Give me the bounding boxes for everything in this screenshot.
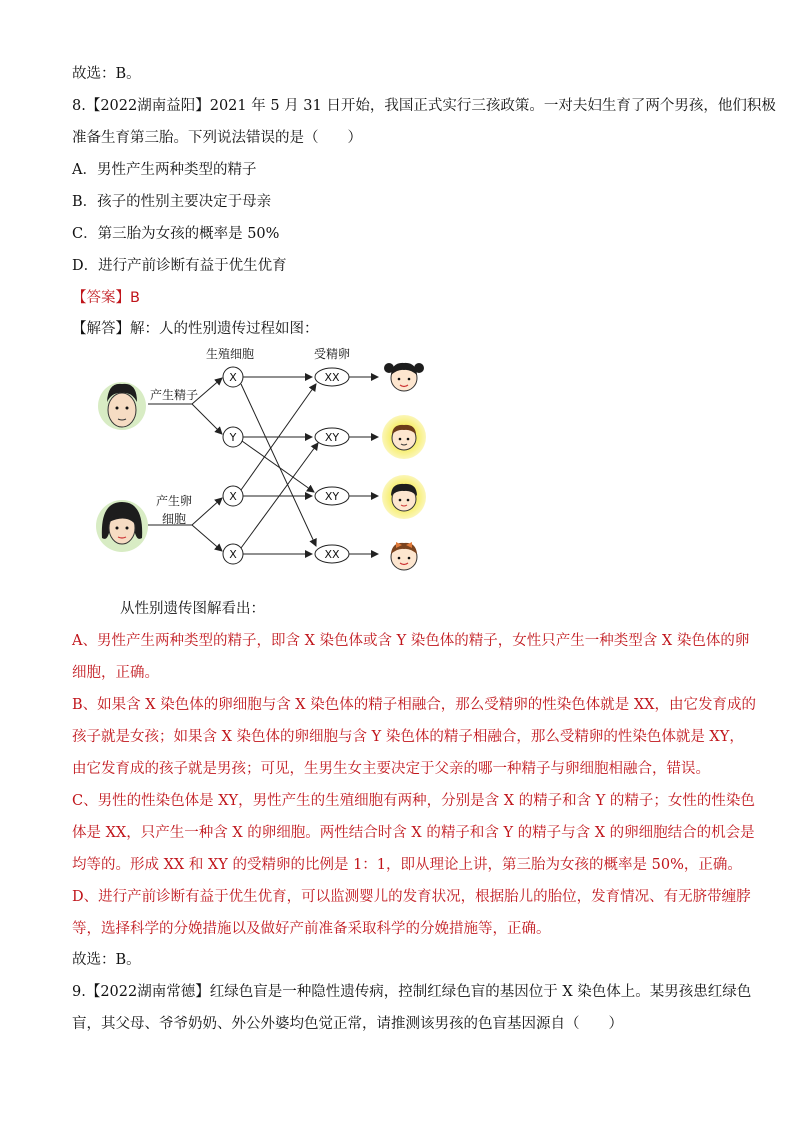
- boy-face-icon-2: [382, 475, 426, 519]
- girl-face-icon-1: [384, 363, 424, 391]
- zygote-xx-1-label: XX: [324, 371, 340, 384]
- analysis-b-3: 由它发育成的孩子就是男孩；可见，生男生女主要决定于父亲的哪一种精子与卵细胞相融合，错误。: [72, 761, 710, 777]
- egg-x-label-1: X: [229, 490, 237, 503]
- analysis-d-1: D、进行产前诊断有益于优生优育，可以监测婴儿的发育状况，根据胎儿的胎位，发育情况、有无脐带缠脖: [72, 889, 751, 905]
- label-produce-sperm: 产生精子: [150, 388, 199, 402]
- question-9-line-1: 9.【2022湖南常德】红绿色盲是一种隐性遗传病，控制红绿色盲的基因位于 X 染色体上。某男孩患红绿色: [72, 984, 752, 1000]
- analysis-c-3: 均等的。形成 XX 和 XY 的受精卵的比例是 1：1，即从理论上讲，第三胎为女孩的概率是 50%，正确。: [72, 857, 742, 873]
- option-a: A．男性产生两种类型的精子: [72, 162, 257, 178]
- analysis-a-1: A、男性产生两种类型的精子，即含 X 染色体或含 Y 染色体的精子，女性只产生一种类型含 X 染色体的卵: [72, 633, 750, 649]
- father-face-icon: [98, 382, 146, 430]
- analysis-d-2: 等，选择科学的分娩措施以及做好产前准备采取科学的分娩措施等，正确。: [72, 921, 551, 937]
- boy-face-icon-1: [382, 415, 426, 459]
- option-d: D．进行产前诊断有益于优生优育: [72, 258, 287, 274]
- sperm-y-label: Y: [229, 431, 237, 444]
- girl-face-icon-2: [391, 542, 417, 570]
- mother-face-icon: [96, 500, 148, 552]
- analysis-intro: 从性别遗传图解看出：: [120, 601, 265, 617]
- question-9-line-2: 盲，其父母、爷爷奶奶、外公外婆均色觉正常，请推测该男孩的色盲基因源自（ ）: [72, 1016, 623, 1032]
- answer-label: 【答案】B: [72, 290, 140, 306]
- question-8-line-1: 8.【2022湖南益阳】2021 年 5 月 31 日开始，我国正式实行三孩政策。一对夫妇生育了两个男孩，他们积极: [72, 98, 776, 114]
- zygote-xx-2-label: XX: [324, 548, 340, 561]
- question-8-line-2: 准备生育第三胎。下列说法错误的是（ ）: [72, 130, 362, 146]
- label-produce-egg-2: 细胞: [162, 512, 187, 526]
- analysis-a-2: 细胞，正确。: [72, 665, 159, 681]
- option-b: B．孩子的性别主要决定于母亲: [72, 194, 272, 210]
- option-c: C．第三胎为女孩的概率是 50%: [72, 226, 280, 242]
- analysis-c-2: 体是 XX，只产生一种含 X 的卵细胞。两性结合时含 X 的精子和含 Y 的精子与含 X 的卵细胞结合的机会是: [72, 825, 755, 841]
- analysis-c-1: C、男性的性染色体是 XY，男性产生的生殖细胞有两种，分别是含 X 的精子和含 Y 的精子；女性的性染色: [72, 793, 755, 809]
- line-select-1: 故选：B。: [72, 66, 141, 82]
- analysis-b-2: 孩子就是女孩；如果含 X 染色体的卵细胞与含 Y 染色体的精子相融合，那么受精卵的性染色体就是 XY，: [72, 729, 744, 745]
- label-produce-egg-1: 产生卵: [156, 494, 193, 508]
- egg-x-label-2: X: [229, 548, 237, 561]
- sex-inheritance-diagram: [96, 342, 436, 587]
- line-select-2: 故选：B。: [72, 952, 141, 968]
- header-germ-cells: 生殖细胞: [206, 347, 255, 361]
- analysis-b-1: B、如果含 X 染色体的卵细胞与含 X 染色体的精子相融合，那么受精卵的性染色体就是 XX，由它发育成的: [72, 697, 756, 713]
- header-zygote: 受精卵: [314, 347, 351, 361]
- explanation-intro: 【解答】解：人的性别遗传过程如图：: [72, 321, 319, 337]
- zygote-xy-1-label: XY: [324, 431, 340, 444]
- zygote-xy-2-label: XY: [324, 490, 340, 503]
- sperm-x-label: X: [229, 371, 237, 384]
